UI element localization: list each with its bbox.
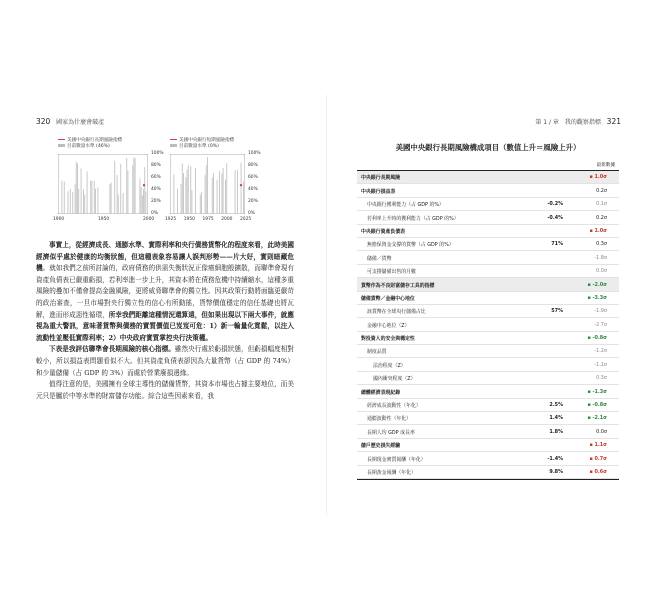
row-zscore: -1.1σ <box>594 361 607 368</box>
table-row <box>357 198 619 211</box>
row-label: 中央銀行獲利能力（占 GDP 的%） <box>367 202 444 209</box>
chart-area-bar <box>77 163 78 214</box>
table-row <box>357 452 619 465</box>
legend-entry-area: 目前數量水準 (0%) <box>170 144 234 150</box>
row-value: 71% <box>551 241 563 248</box>
row-label: 儲備貨幣／金融中心地位 <box>361 295 415 302</box>
chart-area-bar <box>111 183 112 214</box>
table-row <box>357 466 619 479</box>
table-row <box>357 265 619 278</box>
row-zscore: ▪ -2.0σ <box>587 281 607 288</box>
book-title: 國家為什麼會破產 <box>56 119 105 126</box>
chart-area-bar <box>72 192 73 214</box>
running-head-right <box>535 117 621 126</box>
row-label: 儲戶歷史損失經驗 <box>361 443 401 450</box>
legend-entry-area: 目前數量水準 (46%) <box>58 144 122 150</box>
paragraph <box>36 344 294 379</box>
row-value: -1.4% <box>547 455 563 462</box>
table-row <box>357 211 619 224</box>
chart-area-bar <box>67 191 68 214</box>
chart-area-bar <box>141 187 142 214</box>
row-label: 制度品質 <box>367 349 387 356</box>
chart-area-bar <box>226 163 227 214</box>
y-tick-label: 0% <box>151 211 158 216</box>
row-value: 1.8% <box>549 428 563 435</box>
y-tick-label: 60% <box>248 175 258 180</box>
chart-area-bar <box>97 187 98 214</box>
chart-area-bar <box>219 171 220 214</box>
emphasis-text: 片大好，實則暗藏危機 <box>36 252 294 273</box>
chart-legend <box>170 138 234 150</box>
row-label: 法治程度（Z） <box>373 362 406 369</box>
row-zscore: -1.2σ <box>594 348 607 355</box>
table-row <box>357 171 619 184</box>
chart-area-bar <box>205 175 206 214</box>
left-page <box>0 0 327 609</box>
row-zscore: -2.7σ <box>594 321 607 328</box>
chart-area-bar <box>127 170 128 214</box>
table-row <box>357 251 619 264</box>
chart-area-bar <box>120 164 121 214</box>
row-value: 1.4% <box>549 415 563 422</box>
chart-area-bar <box>145 192 146 214</box>
current-level-marker <box>143 184 145 186</box>
chart-area-bar <box>109 184 110 214</box>
y-tick-label: 80% <box>151 163 161 168</box>
y-tick-label: 80% <box>248 163 258 168</box>
table-row <box>357 412 619 425</box>
chart-area-bar <box>123 193 124 214</box>
row-zscore: ▪ -2.1σ <box>587 415 607 422</box>
chart-area-bar <box>143 189 144 214</box>
emphasis-text: 所幸我們距離這種情況還算遠，但如果出現以下兩大事件，就應視為重大警訊，意味著貨幣與債務的實質價值已岌岌可危：1）新一輪量化寬鬆，以注入流動性並壓低實際利率；2）中央政府實質掌控央行決策權。 <box>36 310 295 342</box>
table-row <box>357 345 619 358</box>
chart-area-bar <box>114 161 115 214</box>
chart-area-bar <box>241 163 242 214</box>
emphasis-text: 事實上，從經濟成長、通膨水準、實際利率和央行債務貨幣化的程度來看，此時美國經濟似乎處於健康的均衡狀態，但這種表象容易讓人誤判形勢—— <box>36 241 294 261</box>
table-row <box>357 399 619 412</box>
table-row <box>357 425 619 438</box>
legend-entry-line: 美國中央銀行長期風險指標 <box>58 138 122 144</box>
chart-area-bar <box>201 192 202 214</box>
chart-area-bar <box>207 157 208 214</box>
row-label: 長期人均 GDP 成長率 <box>367 429 415 436</box>
x-tick-label: 2000 <box>221 217 233 222</box>
table-row <box>357 278 619 291</box>
chart-area-bar <box>91 181 92 214</box>
text-run: 值得注意的是，美國擁有全球主導性的儲備貨幣，其資本市場也占據主要地位，而美元只是屬於中等水準的財富儲存功能。綜合這些因素來看，我 <box>36 380 294 400</box>
y-tick-label: 0% <box>248 211 255 216</box>
table-row <box>357 238 619 251</box>
y-tick-label: 100% <box>248 151 261 156</box>
row-label: 金融中心地位（Z） <box>367 322 410 329</box>
text-run: 。就如我們之前所討論的，政府債務的供需失衡狀況正像癌細胞般擴散，而聯準會現有資產負債表已嚴重虧損，若利率進一步上升，其資本將在債務危機中持續縮水，這種多重風險的疊加不僅會提高金融風險，更將威脅聯準會的獨立性。因其政策行動將面臨更嚴苛的政治審查，一旦市場對央行獨立性的信心有所動搖，貨幣價值穩定的信任基礎也將瓦解，進而形成惡性循環， <box>36 264 295 319</box>
x-tick-label: 1950 <box>183 217 195 222</box>
chart-area-bar <box>188 165 189 214</box>
row-zscore: -1.8σ <box>594 254 607 261</box>
row-label: 對投資人的安全與穩定性 <box>361 336 415 343</box>
chart-area-bar <box>87 171 88 214</box>
row-zscore: ▪ 1.1σ <box>589 442 607 449</box>
chart-area-bar <box>200 195 201 214</box>
x-tick-label: 2000 <box>143 217 155 222</box>
row-zscore: 0.0σ <box>596 428 607 435</box>
row-zscore: ▪ 1.0σ <box>589 227 607 234</box>
chart-area-bar <box>94 181 95 214</box>
chart-area-bar <box>139 179 140 214</box>
row-label: 該貨幣在全球央行儲備占比 <box>367 309 426 316</box>
chart-area-bar <box>132 166 133 214</box>
chart-area-bar <box>187 170 188 214</box>
chart-area-bar <box>70 189 71 214</box>
row-label: 貨幣作為不良財富儲存工具的指標 <box>361 282 435 289</box>
y-tick-label: 100% <box>151 151 164 156</box>
chart-area-bar <box>78 189 79 214</box>
row-zscore: ▪ -0.8σ <box>587 402 607 409</box>
chart-area-bar <box>190 166 191 214</box>
chart-area-bar <box>117 175 118 214</box>
chart-legend <box>58 138 122 150</box>
chart-area-bar <box>76 162 77 214</box>
chart-area-bar <box>90 181 91 214</box>
chart-area-bar <box>75 184 76 214</box>
table-row <box>357 385 619 398</box>
row-zscore: ▪ 0.6σ <box>589 468 607 475</box>
paragraph <box>36 379 294 402</box>
chart-area-bar <box>185 177 186 214</box>
chart-plot-area <box>58 154 148 214</box>
table-row <box>357 332 619 345</box>
legend-entry-line: 美國中央銀行短期風險指標 <box>170 138 234 144</box>
chart-area-bar <box>144 167 145 214</box>
chart-area-bar <box>217 180 218 214</box>
row-value: 9.8% <box>549 468 563 475</box>
chart-area-bar <box>181 184 182 214</box>
chart-area-bar <box>191 190 192 214</box>
row-zscore: 0.2σ <box>596 187 607 194</box>
x-tick-label: 2025 <box>240 217 252 222</box>
row-zscore: ▪ -3.3σ <box>587 294 607 301</box>
row-zscore: 0.1σ <box>596 201 607 208</box>
current-level-marker <box>240 184 242 186</box>
long-term-risk-chart <box>53 138 164 222</box>
chart-area-bar <box>126 158 127 214</box>
table-row <box>357 225 619 238</box>
y-tick-label: 60% <box>151 175 161 180</box>
x-tick-label: 1950 <box>98 217 110 222</box>
chart-area-bar <box>243 182 244 214</box>
chart-area-bar <box>235 170 236 214</box>
chart-area-bar <box>118 194 119 214</box>
chart-area-bar <box>142 195 143 214</box>
chart-frame <box>58 154 148 214</box>
table-title: 美國中央銀行長期風險構成項目（數值上升＝風險上升） <box>395 143 581 152</box>
row-label: 國內衝突程度（Z） <box>373 376 416 383</box>
chapter-title: 第 1 / 章 我的觀察指標 <box>535 119 601 126</box>
x-tick-label: 1975 <box>202 217 214 222</box>
table-row <box>357 305 619 318</box>
chart-area-bar <box>81 168 82 214</box>
row-label: 中央銀行資產負債表 <box>361 228 406 235</box>
row-label: 中央銀行長期風險 <box>361 175 401 182</box>
risk-components-table <box>357 142 619 480</box>
chart-area-bar <box>223 168 224 214</box>
y-tick-label: 40% <box>151 187 161 192</box>
table-body <box>357 171 619 479</box>
row-label: 通膨波動性（年化） <box>367 416 412 423</box>
chart-area-bar <box>221 173 222 214</box>
emphasis-text: 下表是我評估聯準會長期風險的核心指標。 <box>49 345 175 354</box>
y-tick-label: 40% <box>248 187 258 192</box>
table-row <box>357 184 619 197</box>
chart-area-bar <box>182 163 183 214</box>
chart-area-bar <box>64 182 65 214</box>
chart-area-bar <box>212 178 213 214</box>
row-zscore: ▪ 1.0σ <box>589 174 607 181</box>
row-value: -0.4% <box>547 214 563 221</box>
row-value: -0.2% <box>547 201 563 208</box>
row-label: 總體經濟表現紀錄 <box>361 389 401 396</box>
row-zscore: 0.3σ <box>596 241 607 248</box>
row-zscore: ▪ -0.8σ <box>587 335 607 342</box>
row-label: 經濟成長波動性（年化） <box>367 403 421 410</box>
row-zscore: 0.2σ <box>596 214 607 221</box>
chart-area-bar <box>84 194 85 214</box>
short-term-risk-chart <box>165 138 261 222</box>
row-zscore: ▪ 0.7σ <box>589 455 607 462</box>
chart-plot-area <box>170 154 245 214</box>
column-header-latest: 最新數據 <box>596 163 615 168</box>
row-zscore: ▪ -1.3σ <box>587 388 607 395</box>
chart-area-bar <box>237 170 238 214</box>
chart-area-bar <box>195 168 196 214</box>
chart-area-bar <box>206 165 207 214</box>
y-tick-label: 20% <box>151 199 161 204</box>
page-number-left: 320 <box>36 117 51 126</box>
table-row <box>357 439 619 452</box>
chart-area-bar <box>95 189 96 214</box>
row-value: 2.5% <box>549 402 563 409</box>
chart-area-bar <box>61 181 62 214</box>
row-label: 儲備／貨幣 <box>367 255 392 262</box>
table-row <box>357 318 619 331</box>
row-label: 長期黃金報酬（年化） <box>367 469 416 476</box>
table-row <box>357 372 619 385</box>
chart-area-bar <box>225 180 226 214</box>
row-zscore: 0.3σ <box>596 375 607 382</box>
x-tick-label: 1900 <box>53 217 65 222</box>
y-tick-label: 20% <box>248 199 258 204</box>
row-value: 57% <box>551 308 563 315</box>
right-page <box>327 0 655 609</box>
text-run: 雖然央行處於虧損狀態，但虧損幅度相對較小，所以損益表問題看似不大。但其資產負債表卻因為大量貨幣（占 GDP 的 74%）和少量儲備（占 GDP 的 3%）而處於營業廢損邊緣。 <box>36 345 295 377</box>
chart-area-bar <box>173 174 174 214</box>
table-row <box>357 292 619 305</box>
chart-area-bar <box>83 189 84 214</box>
chart-area-bar <box>183 173 184 214</box>
chart-area-bar <box>213 173 214 214</box>
chart-area-bar <box>133 157 134 214</box>
chart-area-bar <box>177 189 178 214</box>
paragraph <box>36 240 294 344</box>
row-label: 中央銀行損益表 <box>361 188 396 195</box>
page-number-right: 321 <box>606 117 621 126</box>
row-label: 可支撐儲備出售的月數 <box>367 269 416 276</box>
table-row <box>357 358 619 371</box>
x-tick-label: 1925 <box>165 217 177 222</box>
row-zscore: -1.9σ <box>594 308 607 315</box>
running-head-left <box>36 117 104 126</box>
row-label: 長期現金實質報酬（年化） <box>367 456 426 463</box>
row-label: 無擔保資金支撐的貨幣（占 GDP 的%） <box>367 242 454 249</box>
body-text <box>36 240 294 402</box>
row-label: 若利率上升時的獲利能力（占 GDP 的%） <box>367 215 459 222</box>
row-zscore: 0.0σ <box>596 268 607 275</box>
chart-area-bar <box>135 158 136 214</box>
